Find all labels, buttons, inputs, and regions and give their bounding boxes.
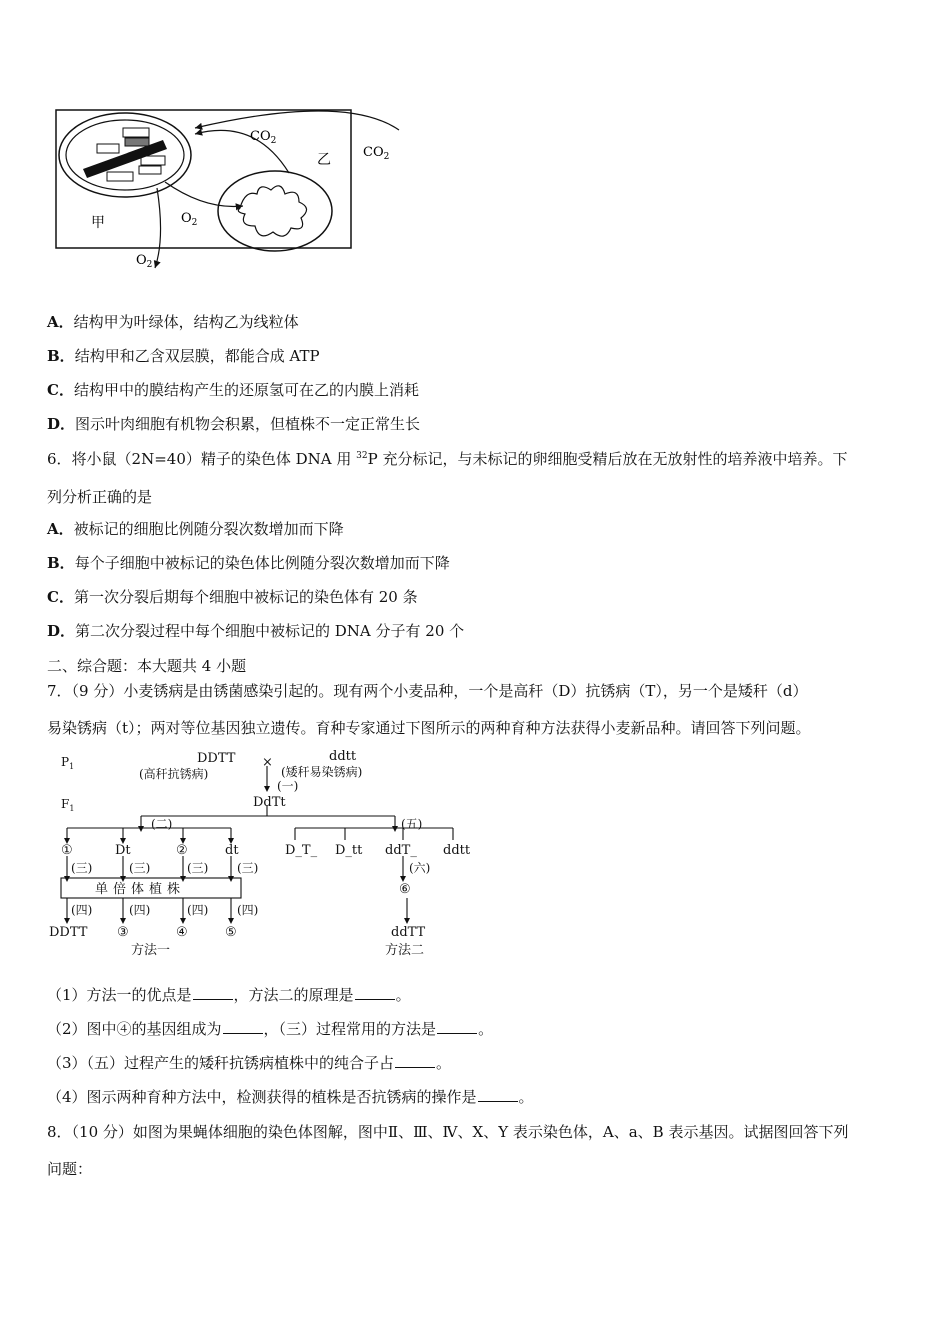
- answer-blank[interactable]: [193, 998, 233, 1000]
- q5-option-a: A．结构甲为叶绿体，结构乙为线粒体: [47, 313, 299, 331]
- q5-option-d: D．图示叶肉细胞有机物会积累，但植株不一定正常生长: [47, 415, 421, 433]
- svg-text:⑥: ⑥: [399, 882, 411, 897]
- cell-organelle-figure: [45, 98, 405, 278]
- q7-stem-line1: 7．（9 分）小麦锈病是由锈菌感染引起的。现有两个小麦品种，一个是高秆（D）抗锈病（T），另一个是矮秆（d）: [47, 682, 808, 700]
- answer-blank[interactable]: [395, 1066, 435, 1068]
- svg-text:ddtt: ddtt: [443, 843, 471, 858]
- svg-text:ddT_: ddT_: [385, 843, 417, 858]
- svg-text:Dt: Dt: [115, 843, 131, 858]
- svg-text:(三): (三): [237, 861, 259, 875]
- svg-text:(三): (三): [129, 861, 151, 875]
- svg-text:DDTT: DDTT: [197, 751, 236, 766]
- svg-text:(三): (三): [71, 861, 93, 875]
- svg-text:(四): (四): [187, 903, 209, 917]
- svg-text:(一): (一): [277, 779, 299, 793]
- label-o2-inner: $O_2$: [181, 211, 198, 228]
- q8-stem-line1: 8．（10 分）如图为果蝇体细胞的染色体图解，图中Ⅱ、Ⅲ、Ⅳ、X、Y 表示染色体，A、a、B 表示基因。试据图回答下列: [47, 1123, 849, 1141]
- svg-text:(六): (六): [409, 861, 431, 875]
- co2-arrow-outer: [195, 111, 399, 130]
- label-co2-outer: $CO_2$: [363, 145, 390, 162]
- svg-text:(三): (三): [187, 861, 209, 875]
- svg-text:DdTt: DdTt: [253, 795, 286, 810]
- svg-text:(四): (四): [237, 903, 259, 917]
- label-jia: 甲: [91, 215, 105, 231]
- svg-text:(四): (四): [129, 903, 151, 917]
- svg-text:⑤: ⑤: [225, 925, 237, 940]
- q6-option-c: C．第一次分裂后期每个细胞中被标记的染色体有 20 条: [47, 588, 418, 606]
- svg-text:ddtt: ddtt: [329, 749, 357, 764]
- svg-text:ddTT: ddTT: [391, 925, 426, 940]
- q5-option-b: B．结构甲和乙含双层膜，都能合成 ATP: [47, 347, 320, 365]
- svg-text:(矮秆易染锈病): (矮秆易染锈病): [281, 765, 363, 779]
- q8-stem-line2: 问题：: [47, 1160, 93, 1178]
- svg-text:④: ④: [176, 925, 188, 940]
- svg-text:DDTT: DDTT: [49, 925, 88, 940]
- svg-text:方法二: 方法二: [385, 943, 425, 958]
- svg-text:(五): (五): [401, 817, 423, 831]
- label-co2-inner: $CO_2$: [250, 129, 277, 146]
- svg-text:(二): (二): [151, 817, 173, 831]
- answer-blank[interactable]: [355, 998, 395, 1000]
- o2-arrow-outer: [155, 188, 161, 268]
- q7-sub-1: （1）方法一的优点是 ，方法二的原理是 。: [47, 986, 411, 1004]
- svg-text:P1: $P_1$: [61, 755, 75, 771]
- q6-option-b: B．每个子细胞中被标记的染色体比例随分裂次数增加而下降: [47, 554, 450, 572]
- svg-text:D_tt: D_tt: [335, 843, 363, 858]
- q6-stem-line2: 列分析正确的是: [47, 488, 153, 506]
- svg-text:(四): (四): [71, 903, 93, 917]
- svg-text:(高秆抗锈病): (高秆抗锈病): [139, 767, 209, 781]
- q7-stem-line2: 易染锈病（t）；两对等位基因独立遗传。育种专家通过下图所示的两种育种方法获得小麦新品种。请回答下列问题。: [47, 719, 811, 737]
- label-o2-outer: $O_2$: [136, 253, 153, 270]
- q5-option-c: C．结构甲中的膜结构产生的还原氢可在乙的内膜上消耗: [47, 381, 419, 399]
- q6-option-a: A．被标记的细胞比例随分裂次数增加而下降: [47, 520, 344, 538]
- section-heading: 二、综合题：本大题共 4 小题: [47, 657, 247, 675]
- svg-text:方法一: 方法一: [131, 943, 171, 958]
- svg-text:×: ×: [262, 755, 273, 770]
- breeding-diagram: [45, 748, 485, 963]
- svg-text:单倍体植株: 单倍体植株: [95, 882, 186, 897]
- answer-blank[interactable]: [437, 1032, 477, 1034]
- answer-blank[interactable]: [223, 1032, 263, 1034]
- q6-option-d: D．第二次分裂过程中每个细胞中被标记的 DNA 分子有 20 个: [47, 622, 465, 640]
- mitochondrion-cristae: [238, 186, 306, 236]
- svg-text:②: ②: [176, 843, 188, 858]
- svg-text:F1: $F_1$: [61, 797, 75, 813]
- q7-sub-3: （3）（五）过程产生的矮秆抗锈病植株中的纯合子占 。: [47, 1054, 452, 1072]
- q7-sub-2: （2）图中④的基因组成为 ，（三）过程常用的方法是 。: [47, 1020, 494, 1038]
- label-yi: 乙: [317, 152, 331, 168]
- answer-blank[interactable]: [478, 1100, 518, 1102]
- svg-text:③: ③: [117, 925, 129, 940]
- svg-text:D_T_: D_T_: [285, 843, 318, 858]
- svg-text:dt: dt: [225, 843, 239, 858]
- mitochondrion-outer: [218, 171, 332, 251]
- q6-stem: 6．将小鼠（2N=40）精子的染色体 DNA 用 $^{32}$P 充分标记，与未标记的卵细胞受精后放在无放射性的培养液中培养。下: [47, 450, 848, 468]
- svg-text:①: ①: [61, 843, 73, 858]
- q7-sub-4: （4）图示两种育种方法中，检测获得的植株是否抗锈病的操作是 。: [47, 1088, 534, 1106]
